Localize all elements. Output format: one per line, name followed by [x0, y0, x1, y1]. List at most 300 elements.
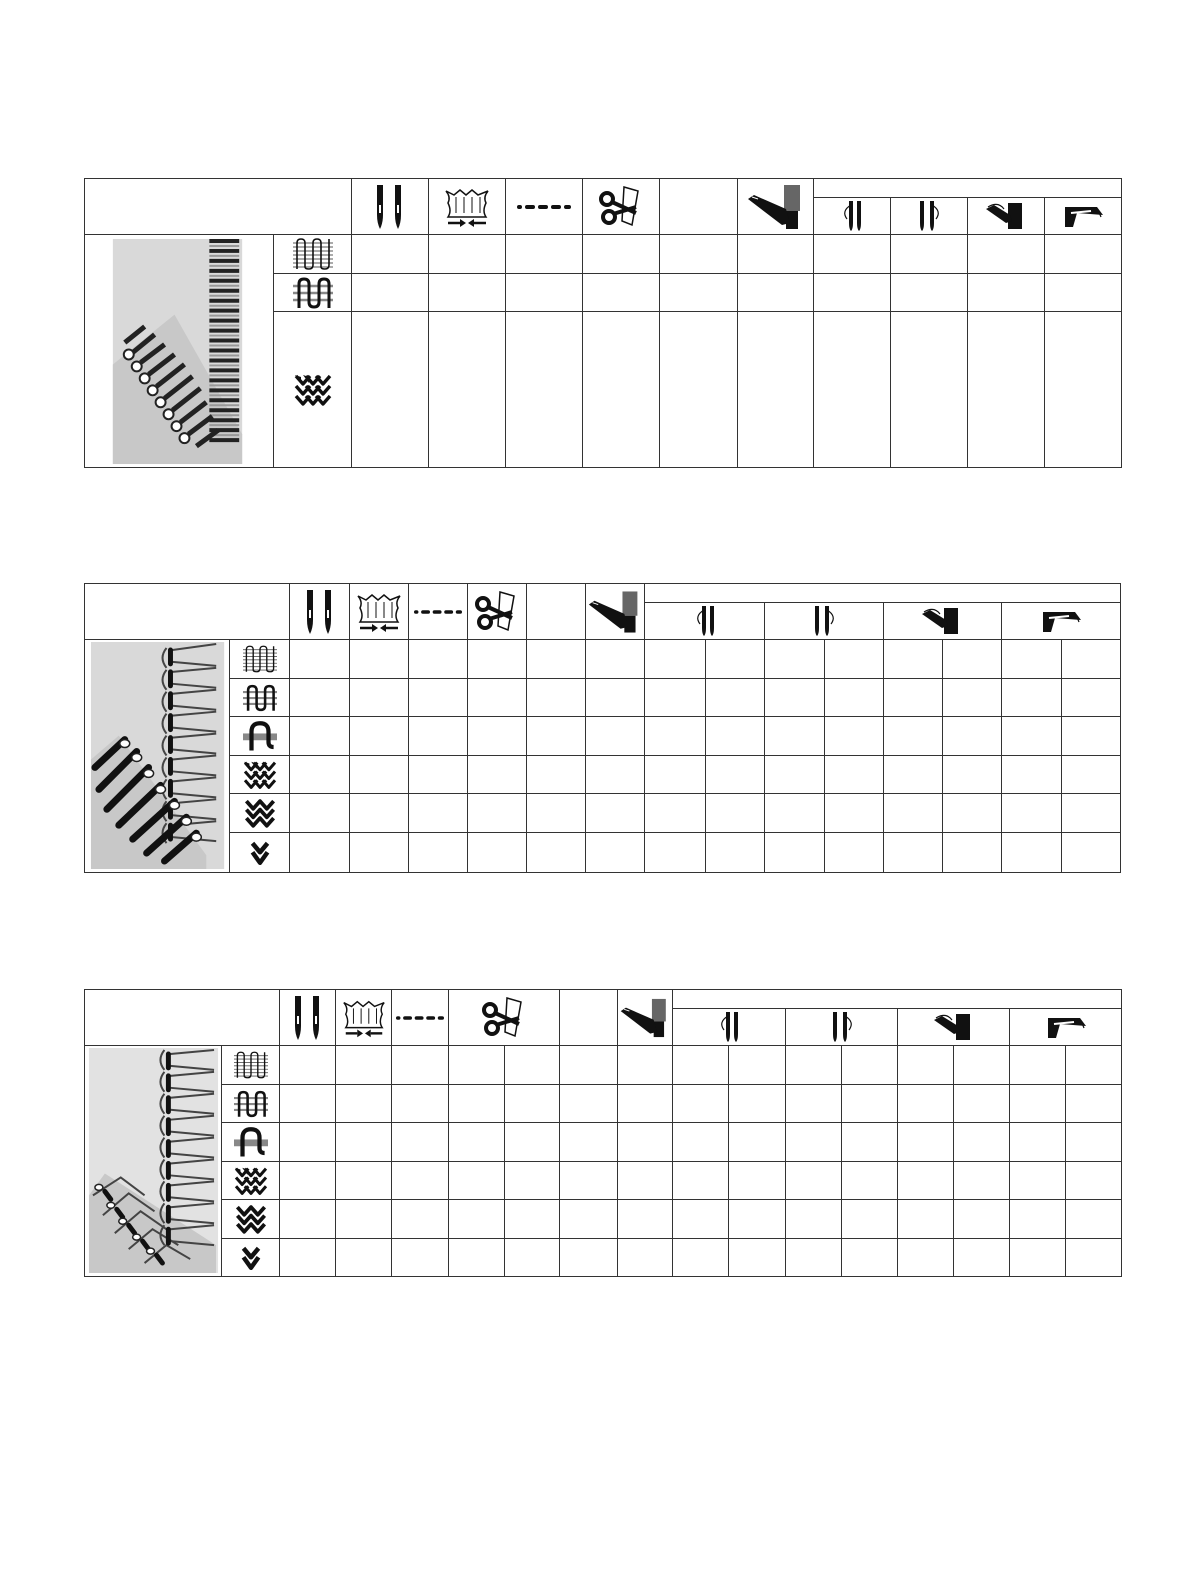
value-cell: [586, 679, 645, 717]
fabric-woven-heavy-cell: [230, 717, 290, 756]
value-cell: [968, 312, 1045, 468]
stitch-illustration-1: [85, 235, 274, 468]
value-cell: [1061, 640, 1120, 679]
value-cell: [392, 1239, 449, 1277]
value-cell: [1066, 1085, 1122, 1123]
needles-header: [290, 584, 350, 640]
value-cell: [392, 1123, 449, 1162]
value-cell: [738, 235, 814, 274]
value-cell: [583, 312, 660, 468]
value-cell: [942, 640, 1001, 679]
value-cell: [350, 717, 409, 756]
value-cell: [336, 1123, 392, 1162]
value-cell: [280, 1123, 336, 1162]
value-cell: [842, 1046, 898, 1085]
value-cell: [673, 1085, 729, 1123]
value-cell: [1061, 833, 1120, 873]
blank-header: [660, 179, 738, 235]
stitch-length-header: [506, 179, 583, 235]
presser-foot-icon: [587, 589, 643, 635]
knit-fabric-icon: [293, 373, 333, 407]
value-cell: [352, 235, 429, 274]
value-cell: [764, 679, 824, 717]
value-cell: [1045, 274, 1122, 312]
value-cell: [449, 1239, 505, 1277]
blank-header: [560, 990, 618, 1046]
woven-heavy-icon: [234, 1127, 268, 1157]
right-needle-header: [764, 603, 883, 640]
value-cell: [1001, 717, 1061, 756]
value-cell: [468, 640, 527, 679]
value-cell: [814, 235, 891, 274]
value-cell: [468, 717, 527, 756]
value-cell: [449, 1200, 505, 1239]
value-cell: [392, 1046, 449, 1085]
value-cell: [1001, 794, 1061, 833]
value-cell: [942, 794, 1001, 833]
value-cell: [673, 1239, 729, 1277]
knit-heavy-icon: [236, 1243, 266, 1273]
value-cell: [883, 833, 942, 873]
value-cell: [738, 274, 814, 312]
value-cell: [336, 1046, 392, 1085]
woven-light-icon: [293, 237, 333, 271]
value-cell: [645, 717, 705, 756]
value-cell: [942, 756, 1001, 794]
tension-group-header: [673, 990, 1122, 1009]
value-cell: [468, 679, 527, 717]
stitch-illustration-2: [85, 640, 230, 873]
value-cell: [764, 833, 824, 873]
value-cell: [527, 679, 586, 717]
value-cell: [673, 1200, 729, 1239]
value-cell: [1066, 1046, 1122, 1085]
differential-feed-icon: [442, 187, 492, 227]
overlock-stitch-illustration: [85, 235, 273, 467]
value-cell: [898, 1162, 954, 1200]
value-cell: [824, 833, 883, 873]
value-cell: [645, 640, 705, 679]
value-cell: [842, 1239, 898, 1277]
value-cell: [645, 679, 705, 717]
value-cell: [586, 640, 645, 679]
lower-looper-header: [1001, 603, 1120, 640]
value-cell: [942, 679, 1001, 717]
stitch-length-icon: [517, 202, 571, 212]
differential-feed-header: [429, 179, 506, 235]
value-cell: [729, 1046, 786, 1085]
value-cell: [1010, 1123, 1066, 1162]
value-cell: [468, 833, 527, 873]
value-cell: [449, 1162, 505, 1200]
cutting-knife-icon: [598, 185, 644, 229]
value-cell: [527, 756, 586, 794]
value-cell: [1045, 312, 1122, 468]
value-cell: [505, 1085, 560, 1123]
value-cell: [898, 1085, 954, 1123]
value-cell: [824, 717, 883, 756]
differential-feed-icon: [354, 592, 404, 632]
tension-group-header: [645, 584, 1121, 603]
needles-header: [352, 179, 429, 235]
value-cell: [1066, 1162, 1122, 1200]
value-cell: [1001, 756, 1061, 794]
value-cell: [1010, 1200, 1066, 1239]
value-cell: [560, 1239, 618, 1277]
value-cell: [506, 274, 583, 312]
fabric-woven-medium-cell: [274, 274, 352, 312]
value-cell: [842, 1123, 898, 1162]
left-needle-icon: [692, 606, 718, 636]
fabric-knit-light-cell: [230, 756, 290, 794]
value-cell: [1045, 235, 1122, 274]
presser-foot-icon: [619, 996, 671, 1040]
value-cell: [583, 274, 660, 312]
value-cell: [586, 756, 645, 794]
value-cell: [290, 640, 350, 679]
value-cell: [280, 1239, 336, 1277]
value-cell: [1066, 1239, 1122, 1277]
value-cell: [586, 717, 645, 756]
woven-medium-icon: [293, 276, 333, 310]
value-cell: [673, 1046, 729, 1085]
value-cell: [891, 312, 968, 468]
value-cell: [429, 312, 506, 468]
value-cell: [673, 1123, 729, 1162]
value-cell: [350, 640, 409, 679]
value-cell: [729, 1085, 786, 1123]
cutting-knife-icon: [474, 590, 520, 634]
value-cell: [645, 833, 705, 873]
value-cell: [729, 1200, 786, 1239]
value-cell: [738, 312, 814, 468]
value-cell: [883, 756, 942, 794]
value-cell: [891, 235, 968, 274]
value-cell: [660, 312, 738, 468]
woven-light-icon: [234, 1050, 268, 1080]
value-cell: [290, 794, 350, 833]
value-cell: [705, 717, 764, 756]
value-cell: [449, 1046, 505, 1085]
value-cell: [505, 1162, 560, 1200]
value-cell: [898, 1239, 954, 1277]
needles-icon: [375, 185, 405, 229]
value-cell: [392, 1162, 449, 1200]
value-cell: [505, 1239, 560, 1277]
woven-medium-icon: [243, 683, 277, 713]
value-cell: [705, 756, 764, 794]
value-cell: [449, 1123, 505, 1162]
value-cell: [1001, 833, 1061, 873]
value-cell: [942, 833, 1001, 873]
value-cell: [842, 1200, 898, 1239]
lower-looper-icon: [1044, 1014, 1088, 1040]
stitch-illustration-3: [85, 1046, 222, 1277]
value-cell: [824, 679, 883, 717]
value-cell: [824, 794, 883, 833]
lower-looper-icon: [1061, 203, 1105, 229]
value-cell: [429, 235, 506, 274]
value-cell: [336, 1085, 392, 1123]
value-cell: [786, 1239, 842, 1277]
cutting-knife-icon: [481, 996, 527, 1040]
value-cell: [336, 1239, 392, 1277]
stitch-chart-2: [84, 583, 1121, 873]
value-cell: [336, 1162, 392, 1200]
value-cell: [824, 756, 883, 794]
value-cell: [618, 1239, 673, 1277]
left-needle-header: [645, 603, 764, 640]
presser-foot-header: [586, 584, 645, 640]
value-cell: [350, 756, 409, 794]
value-cell: [1010, 1085, 1066, 1123]
value-cell: [891, 274, 968, 312]
value-cell: [842, 1162, 898, 1200]
lower-looper-icon: [1039, 608, 1083, 634]
value-cell: [705, 833, 764, 873]
value-cell: [429, 274, 506, 312]
value-cell: [764, 794, 824, 833]
value-cell: [705, 679, 764, 717]
upper-looper-header: [968, 198, 1045, 235]
value-cell: [618, 1123, 673, 1162]
value-cell: [505, 1046, 560, 1085]
cutting-knife-header: [583, 179, 660, 235]
value-cell: [786, 1085, 842, 1123]
left-needle-icon: [716, 1012, 742, 1042]
stitch-length-header: [392, 990, 449, 1046]
knit-medium-icon: [243, 798, 277, 828]
right-needle-header: [786, 1009, 898, 1046]
fabric-woven-light-cell: [230, 640, 290, 679]
value-cell: [883, 679, 942, 717]
value-cell: [705, 640, 764, 679]
knit-light-icon: [242, 760, 278, 790]
value-cell: [527, 640, 586, 679]
woven-heavy-icon: [243, 721, 277, 751]
needles-header: [280, 990, 336, 1046]
value-cell: [468, 756, 527, 794]
presser-foot-header: [618, 990, 673, 1046]
presser-foot-header: [738, 179, 814, 235]
value-cell: [786, 1123, 842, 1162]
right-needle-header: [891, 198, 968, 235]
lower-looper-header: [1010, 1009, 1122, 1046]
right-needle-icon: [916, 201, 942, 231]
value-cell: [1061, 794, 1120, 833]
value-cell: [618, 1162, 673, 1200]
fabric-knit-heavy-cell: [230, 833, 290, 873]
upper-looper-header: [898, 1009, 1010, 1046]
stitch-chart-3: [84, 989, 1122, 1277]
value-cell: [280, 1046, 336, 1085]
value-cell: [954, 1239, 1010, 1277]
value-cell: [1010, 1046, 1066, 1085]
value-cell: [618, 1085, 673, 1123]
value-cell: [505, 1123, 560, 1162]
left-needle-icon: [839, 201, 865, 231]
value-cell: [968, 274, 1045, 312]
value-cell: [954, 1046, 1010, 1085]
woven-light-icon: [243, 644, 277, 674]
value-cell: [824, 640, 883, 679]
fabric-woven-medium-cell: [222, 1085, 280, 1123]
value-cell: [280, 1200, 336, 1239]
value-cell: [352, 312, 429, 468]
overlock-stitch-illustration: [85, 1046, 221, 1276]
value-cell: [409, 794, 468, 833]
value-cell: [290, 717, 350, 756]
value-cell: [392, 1200, 449, 1239]
fabric-woven-light-cell: [274, 235, 352, 274]
value-cell: [560, 1200, 618, 1239]
value-cell: [586, 794, 645, 833]
value-cell: [618, 1046, 673, 1085]
header-blank-cell: [85, 179, 352, 235]
value-cell: [842, 1085, 898, 1123]
value-cell: [705, 794, 764, 833]
value-cell: [1010, 1239, 1066, 1277]
cutting-knife-header: [449, 990, 560, 1046]
value-cell: [527, 833, 586, 873]
value-cell: [968, 235, 1045, 274]
value-cell: [660, 274, 738, 312]
value-cell: [336, 1200, 392, 1239]
value-cell: [350, 794, 409, 833]
needles-icon: [293, 996, 323, 1040]
value-cell: [290, 833, 350, 873]
right-needle-icon: [829, 1012, 855, 1042]
value-cell: [586, 833, 645, 873]
value-cell: [660, 235, 738, 274]
value-cell: [954, 1085, 1010, 1123]
value-cell: [786, 1162, 842, 1200]
value-cell: [527, 717, 586, 756]
upper-looper-icon: [932, 1012, 976, 1042]
upper-looper-icon: [984, 201, 1028, 231]
blank-header: [527, 584, 586, 640]
value-cell: [1001, 640, 1061, 679]
fabric-woven-medium-cell: [230, 679, 290, 717]
value-cell: [729, 1123, 786, 1162]
value-cell: [898, 1123, 954, 1162]
value-cell: [280, 1085, 336, 1123]
value-cell: [814, 274, 891, 312]
knit-heavy-icon: [245, 838, 275, 868]
value-cell: [883, 794, 942, 833]
header-blank-cell: [85, 990, 280, 1046]
woven-medium-icon: [234, 1089, 268, 1119]
stitch-length-icon: [396, 1013, 444, 1023]
value-cell: [1010, 1162, 1066, 1200]
value-cell: [350, 833, 409, 873]
right-needle-icon: [811, 606, 837, 636]
value-cell: [898, 1046, 954, 1085]
left-needle-header: [814, 198, 891, 235]
fabric-knit-medium-cell: [230, 794, 290, 833]
fabric-knit-light-cell: [222, 1162, 280, 1200]
value-cell: [1061, 717, 1120, 756]
value-cell: [618, 1200, 673, 1239]
upper-looper-header: [883, 603, 1001, 640]
value-cell: [449, 1085, 505, 1123]
fabric-knit-cell: [274, 312, 352, 468]
value-cell: [290, 756, 350, 794]
value-cell: [645, 756, 705, 794]
value-cell: [409, 833, 468, 873]
stitch-chart-1: [84, 178, 1122, 468]
knit-medium-icon: [234, 1204, 268, 1234]
differential-feed-header: [350, 584, 409, 640]
differential-feed-header: [336, 990, 392, 1046]
value-cell: [560, 1046, 618, 1085]
value-cell: [409, 717, 468, 756]
value-cell: [1066, 1123, 1122, 1162]
value-cell: [954, 1123, 1010, 1162]
fabric-woven-heavy-cell: [222, 1123, 280, 1162]
value-cell: [764, 717, 824, 756]
fabric-knit-heavy-cell: [222, 1239, 280, 1277]
value-cell: [1066, 1200, 1122, 1239]
value-cell: [673, 1162, 729, 1200]
value-cell: [560, 1085, 618, 1123]
value-cell: [409, 756, 468, 794]
value-cell: [898, 1200, 954, 1239]
lower-looper-header: [1045, 198, 1122, 235]
fabric-woven-light-cell: [222, 1046, 280, 1085]
value-cell: [645, 794, 705, 833]
value-cell: [954, 1162, 1010, 1200]
value-cell: [505, 1200, 560, 1239]
stitch-length-header: [409, 584, 468, 640]
value-cell: [409, 640, 468, 679]
value-cell: [409, 679, 468, 717]
value-cell: [350, 679, 409, 717]
value-cell: [560, 1123, 618, 1162]
value-cell: [560, 1162, 618, 1200]
value-cell: [280, 1162, 336, 1200]
value-cell: [352, 274, 429, 312]
value-cell: [729, 1162, 786, 1200]
value-cell: [1001, 679, 1061, 717]
value-cell: [290, 679, 350, 717]
value-cell: [764, 756, 824, 794]
value-cell: [392, 1085, 449, 1123]
header-blank-cell: [85, 584, 290, 640]
left-needle-header: [673, 1009, 786, 1046]
value-cell: [883, 717, 942, 756]
value-cell: [954, 1200, 1010, 1239]
fabric-knit-medium-cell: [222, 1200, 280, 1239]
value-cell: [506, 235, 583, 274]
value-cell: [527, 794, 586, 833]
stitch-length-icon: [414, 607, 462, 617]
value-cell: [1061, 756, 1120, 794]
presser-foot-icon: [746, 183, 806, 231]
cutting-knife-header: [468, 584, 527, 640]
overlock-stitch-illustration: [85, 640, 229, 872]
tension-group-header: [814, 179, 1122, 198]
value-cell: [506, 312, 583, 468]
upper-looper-icon: [920, 606, 964, 636]
value-cell: [764, 640, 824, 679]
differential-feed-icon: [340, 998, 388, 1038]
value-cell: [583, 235, 660, 274]
value-cell: [942, 717, 1001, 756]
value-cell: [729, 1239, 786, 1277]
value-cell: [1061, 679, 1120, 717]
knit-light-icon: [233, 1166, 269, 1196]
